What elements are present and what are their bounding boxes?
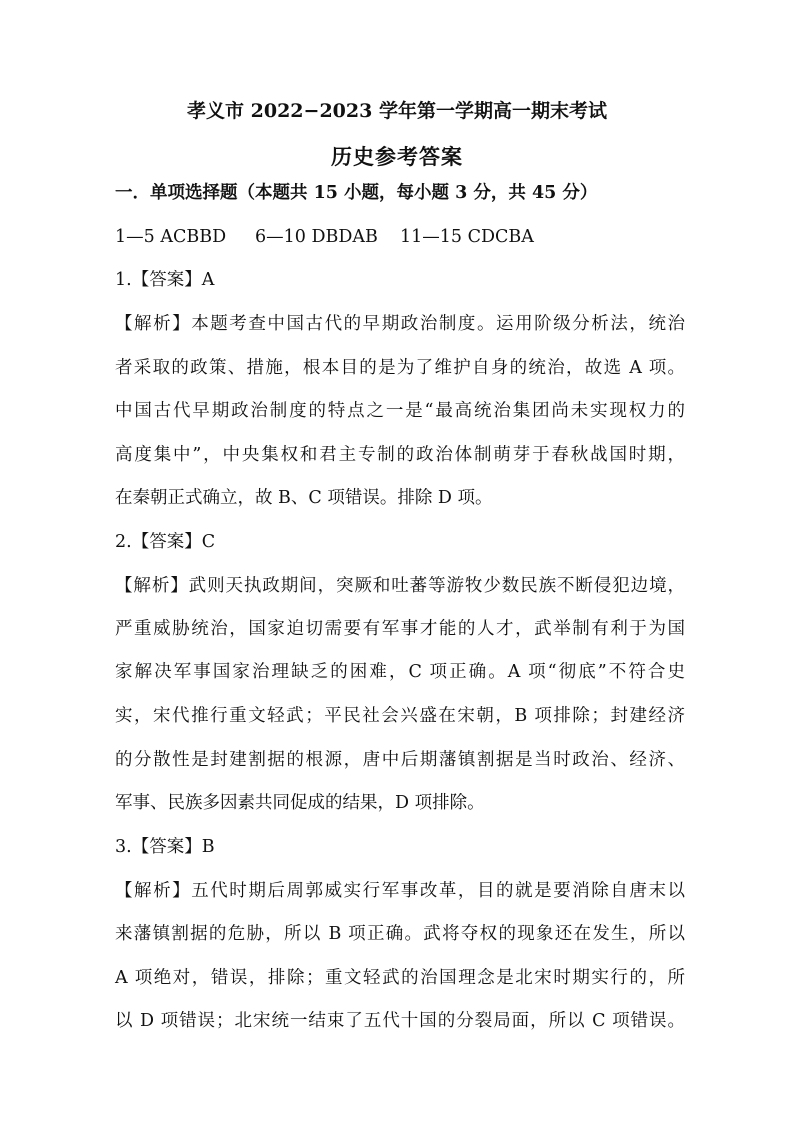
q1-analysis-line: 高度集中”，中央集权和君主专制的政治体制萌芽于春秋战国时期， (115, 445, 685, 465)
q3-analysis-line: 以 D 项错误；北宋统一结束了五代十国的分裂局面，所以 C 项错误。 (115, 1011, 685, 1031)
q3-answer: 3.【答案】B (115, 837, 215, 857)
q3-analysis-line: 【解析】五代时期后周郭威实行军事改革，目的就是要消除自唐末以 (115, 881, 685, 901)
document-subtitle: 历史参考答案 (331, 144, 463, 169)
exam-title: 孝义市 2022−2023 学年第一学期高一期末考试 (187, 100, 607, 122)
section-heading: 一．单项选择题（本题共 15 小题，每小题 3 分，共 45 分） (115, 183, 598, 203)
q2-analysis-line: 的分散性是封建割据的根源，唐中后期藩镇割据是当时政治、经济、 (115, 750, 685, 770)
q2-analysis-line: 【解析】武则天执政期间，突厥和吐蕃等游牧少数民族不断侵犯边境， (115, 576, 685, 596)
answer-key-group: 6—10 DBDAB (255, 227, 378, 247)
q1-analysis-line: 【解析】本题考查中国古代的早期政治制度。运用阶级分析法，统治 (115, 314, 685, 334)
answer-key-group: 11—15 CDCBA (400, 227, 534, 247)
q3-analysis-line: 来藩镇割据的危胁，所以 B 项正确。武将夺权的现象还在发生，所以 (115, 924, 685, 944)
q1-analysis-line: 中国古代早期政治制度的特点之一是“最高统治集团尚未实现权力的 (115, 401, 685, 421)
q2-answer: 2.【答案】C (115, 532, 216, 552)
q3-analysis-line: A 项绝对，错误，排除；重文轻武的治国理念是北宋时期实行的，所 (115, 968, 685, 988)
answer-key-group: 1—5 ACBBD (115, 227, 227, 247)
q1-answer: 1.【答案】A (115, 270, 215, 290)
q1-analysis-line: 者采取的政策、措施，根本目的是为了维护自身的统治，故选 A 项。 (115, 358, 685, 378)
q2-analysis-line: 军事、民族多因素共同促成的结果，D 项排除。 (115, 793, 485, 813)
q2-analysis-line: 严重威胁统治，国家迫切需要有军事才能的人才，武举制有利于为国 (115, 619, 685, 639)
q2-analysis-line: 实，宋代推行重文轻武；平民社会兴盛在宋朝，B 项排除；封建经济 (115, 706, 685, 726)
q1-analysis-line: 在秦朝正式确立，故 B、C 项错误。排除 D 项。 (115, 488, 493, 508)
answer-key-row (115, 225, 685, 249)
q2-analysis-line: 家解决军事国家治理缺乏的困难，C 项正确。A 项“彻底”不符合史 (115, 662, 685, 682)
